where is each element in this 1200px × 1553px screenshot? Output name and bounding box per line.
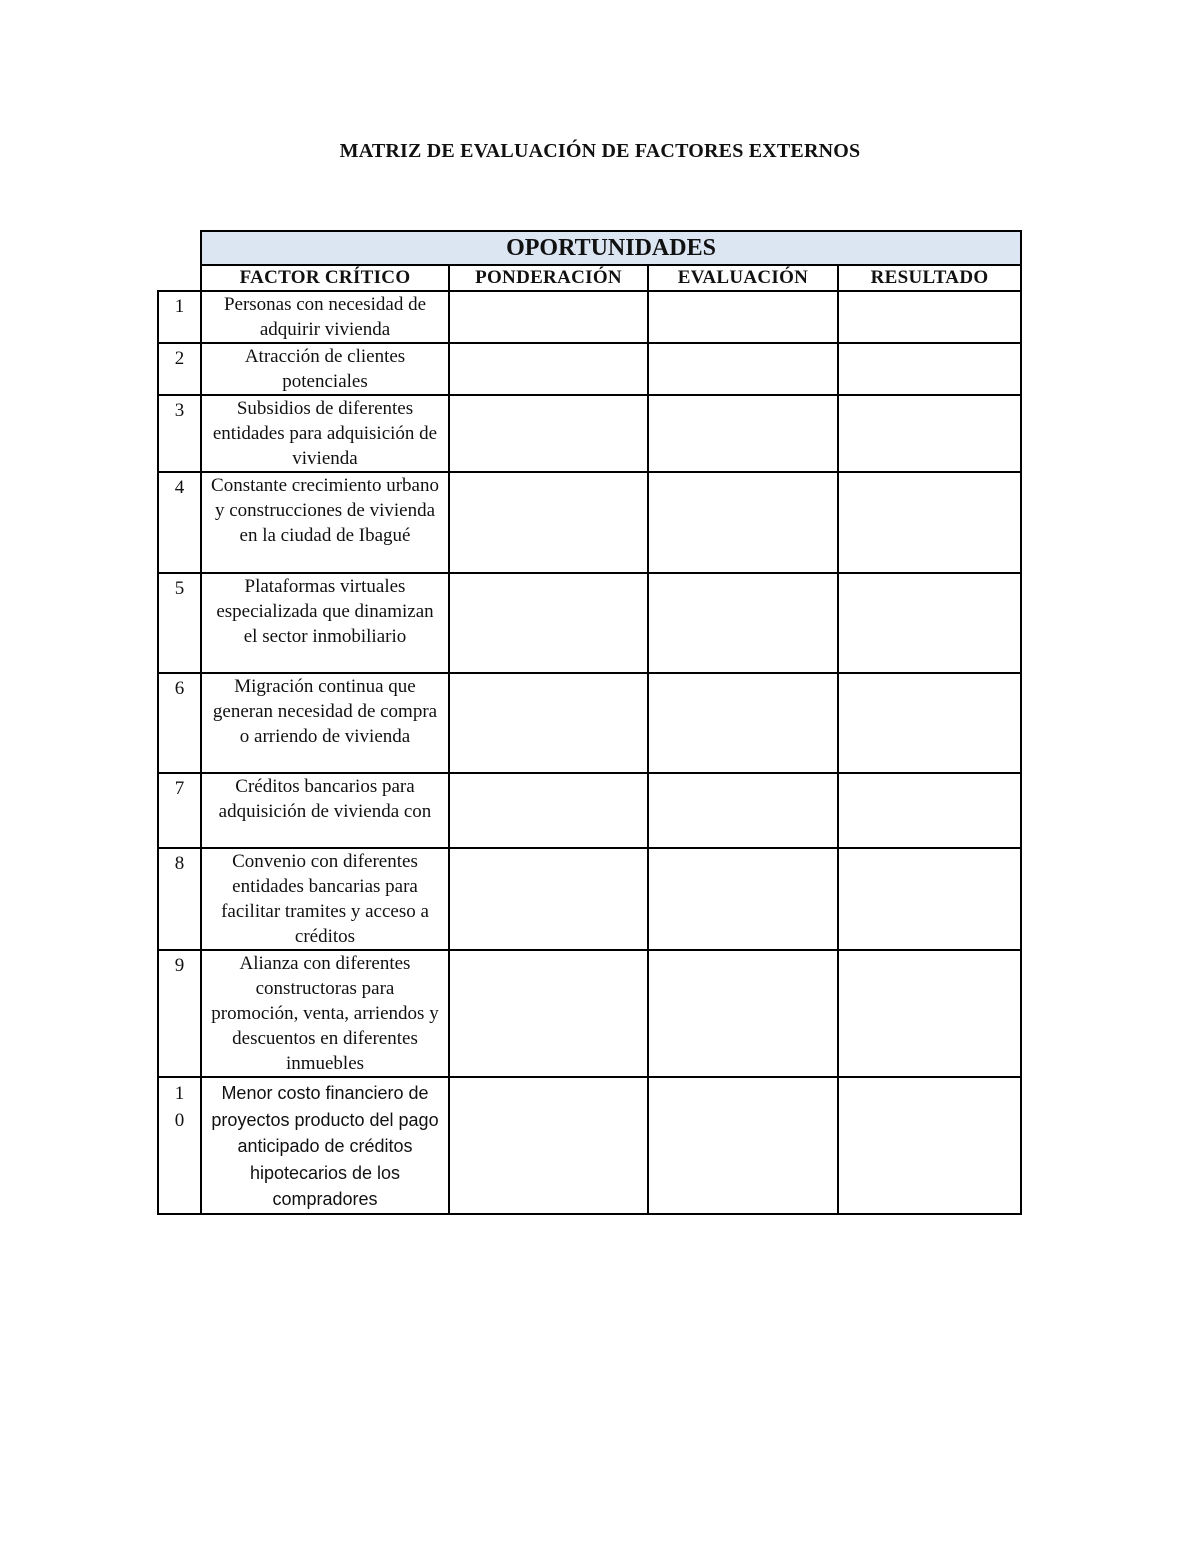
ponderacion-cell <box>449 291 648 343</box>
ponderacion-cell <box>449 950 648 1077</box>
row-number: 10 <box>158 1077 201 1214</box>
page-title: MATRIZ DE EVALUACIÓN DE FACTORES EXTERNOS <box>339 140 861 162</box>
resultado-cell <box>838 1077 1021 1214</box>
ponderacion-cell <box>449 343 648 395</box>
header-resultado: RESULTADO <box>838 265 1021 291</box>
factor-cell: Constante crecimiento urbano y construcciones de vivienda en la ciudad de Ibagué <box>201 472 449 573</box>
ponderacion-cell <box>449 573 648 673</box>
row-number: 2 <box>158 343 201 395</box>
table-row <box>158 395 1021 472</box>
evaluacion-cell <box>648 472 838 573</box>
section-title-oportunidades: OPORTUNIDADES <box>201 231 1021 265</box>
resultado-cell <box>838 848 1021 950</box>
ponderacion-cell <box>449 1077 648 1214</box>
row-number: 5 <box>158 573 201 673</box>
evaluacion-cell <box>648 291 838 343</box>
section-header-row <box>158 231 1021 265</box>
evaluacion-cell <box>648 343 838 395</box>
ponderacion-cell <box>449 773 648 848</box>
ponderacion-cell <box>449 395 648 472</box>
evaluacion-cell <box>648 848 838 950</box>
table-row <box>158 950 1021 1077</box>
header-factor-critico: FACTOR CRÍTICO <box>201 265 449 291</box>
row-number: 3 <box>158 395 201 472</box>
row-number: 1 <box>158 291 201 343</box>
ponderacion-cell <box>449 848 648 950</box>
resultado-cell <box>838 291 1021 343</box>
factor-cell: Alianza con diferentes constructoras para promoción, venta, arriendos y descuentos en diferentes inmuebles <box>201 950 449 1077</box>
table-row <box>158 773 1021 848</box>
resultado-cell <box>838 950 1021 1077</box>
resultado-cell <box>838 673 1021 773</box>
row-number: 6 <box>158 673 201 773</box>
table-row <box>158 1077 1021 1214</box>
resultado-cell <box>838 343 1021 395</box>
factor-cell: Plataformas virtuales especializada que dinamizan el sector inmobiliario <box>201 573 449 673</box>
evaluacion-cell <box>648 773 838 848</box>
factor-cell: Menor costo financiero de proyectos producto del pago anticipado de créditos hipotecarios de los compradores <box>201 1077 449 1214</box>
evaluacion-cell <box>648 673 838 773</box>
resultado-cell <box>838 395 1021 472</box>
factor-cell: Créditos bancarios para adquisición de vivienda con <box>201 773 449 848</box>
header-evaluacion: EVALUACIÓN <box>648 265 838 291</box>
table-row <box>158 673 1021 773</box>
resultado-cell <box>838 773 1021 848</box>
table-row <box>158 848 1021 950</box>
row-number: 4 <box>158 472 201 573</box>
evaluacion-cell <box>648 1077 838 1214</box>
table-row <box>158 472 1021 573</box>
ponderacion-cell <box>449 673 648 773</box>
factor-cell: Migración continua que generan necesidad de compra o arriendo de vivienda <box>201 673 449 773</box>
header-ponderacion: PONDERACIÓN <box>449 265 648 291</box>
resultado-cell <box>838 573 1021 673</box>
row-number: 9 <box>158 950 201 1077</box>
evaluacion-cell <box>648 395 838 472</box>
evaluacion-cell <box>648 950 838 1077</box>
column-header-row <box>158 265 1021 291</box>
evaluation-matrix-table <box>157 230 1022 1215</box>
corner-blank-cell <box>158 265 201 291</box>
corner-blank-cell <box>158 231 201 265</box>
table-row <box>158 573 1021 673</box>
factor-cell: Subsidios de diferentes entidades para adquisición de vivienda <box>201 395 449 472</box>
table-row <box>158 291 1021 343</box>
row-number: 8 <box>158 848 201 950</box>
evaluacion-cell <box>648 573 838 673</box>
factor-cell: Personas con necesidad de adquirir vivienda <box>201 291 449 343</box>
ponderacion-cell <box>449 472 648 573</box>
table-row <box>158 343 1021 395</box>
factor-cell: Atracción de clientes potenciales <box>201 343 449 395</box>
row-number: 7 <box>158 773 201 848</box>
resultado-cell <box>838 472 1021 573</box>
factor-cell: Convenio con diferentes entidades bancarias para facilitar tramites y acceso a créditos <box>201 848 449 950</box>
